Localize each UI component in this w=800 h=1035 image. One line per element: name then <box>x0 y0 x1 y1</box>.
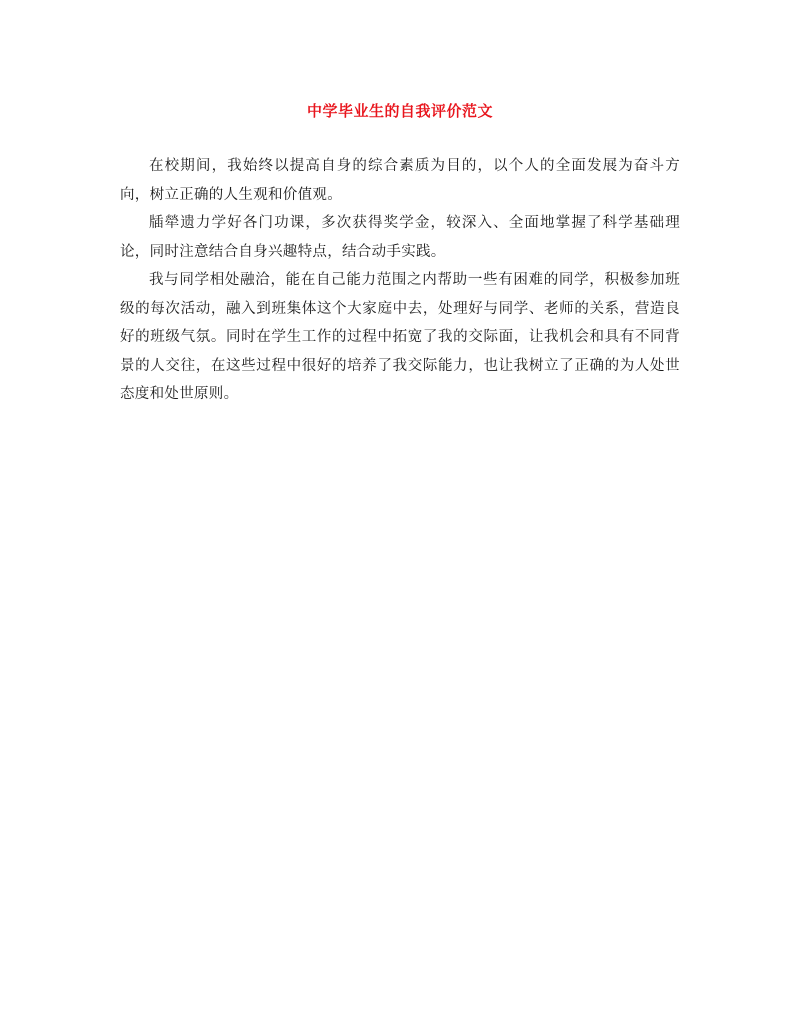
document-title: 中学毕业生的自我评价范文 <box>306 102 493 120</box>
paragraph-3: 我与同学相处融洽，能在自己能力范围之内帮助一些有困难的同学，积极参加班级的每次活动，融入到班集体这个大家庭中去，处理好与同学、老师的关系，营造良好的班级气氛。同时在学生工作的过程中拓宽了我的交际面，让我机会和具有不同背景的人交往，在这些过程中很好的培养了我交际能力，也让我树立了正确的为人处世态度和处世原则。 <box>120 272 680 402</box>
document-body <box>120 152 680 409</box>
paragraph-2: 牐犖遗力学好各门功课，多次获得奖学金，较深入、全面地掌握了科学基础理论，同时注意结合自身兴趣特点，结合动手实践。 <box>120 215 680 260</box>
paragraph-1: 在校期间，我始终以提高自身的综合素质为目的，以个人的全面发展为奋斗方向，树立正确的人生观和价值观。 <box>120 158 680 203</box>
